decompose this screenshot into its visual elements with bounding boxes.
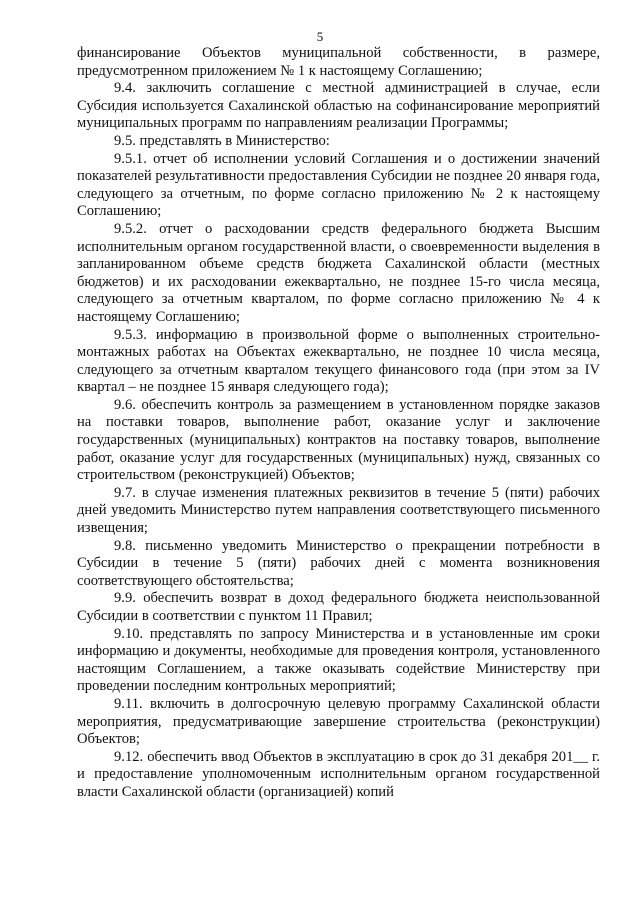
document-body — [77, 45, 600, 802]
clause-9-5-3: 9.5.3. информацию в произвольной форме о выполненных строительно-монтажных работах на Объектах ежеквартально, не позднее 10 числа месяца, следующего за отчетным кварталом текущего финансового года (при этом за IV квартал – не позднее 15 января следующего года); — [77, 326, 600, 396]
clause-9-5-1: 9.5.1. отчет об исполнении условий Соглашения и о достижении значений показателей результативности предоставления Субсидии не позднее 20 января года, следующего за отчетным, по форме согласно приложению № 2 к настоящему Соглашению; — [77, 150, 600, 220]
clause-9-6: 9.6. обеспечить контроль за размещением в установленном порядке заказов на поставки товаров, выполнение работ, оказание услуг и заключение государственных (муниципальных) контрактов на поставку товаров, выполнение работ, оказание услуг для государственных (муниципальных) нужд, связанных со строительством (реконструкцией) Объектов; — [77, 396, 600, 484]
clause-9-12: 9.12. обеспечить ввод Объектов в эксплуатацию в срок до 31 декабря 201__ г. и предоставление уполномоченным исполнительным органом государственной власти Сахалинской области (организацией) копий — [77, 748, 600, 800]
clause-9-8: 9.8. письменно уведомить Министерство о прекращении потребности в Субсидии в течение 5 (пяти) рабочих дней с момента возникновения соответствующего обстоятельства; — [77, 537, 600, 589]
clause-9-5: 9.5. представлять в Министерство: — [114, 132, 330, 149]
page-number: 5 — [316, 29, 324, 44]
paragraph-continuation: финансирование Объектов муниципальной собственности, в размере, предусмотренном приложением № 1 к настоящему Соглашению; — [77, 45, 600, 79]
clause-9-4: 9.4. заключить соглашение с местной администрацией в случае, если Субсидия используется Сахалинской областью на софинансирование мероприятий муниципальных программ по направлениям реализации Программы; — [77, 80, 600, 132]
clause-9-5-2: 9.5.2. отчет о расходовании средств федерального бюджета Высшим исполнительным органом государственной власти, о своевременности выделения в запланированном объеме средств бюджета Сахалинской области (местных бюджетов) и их расходовании ежеквартально, не позднее 15-го числа месяца, следующего за отчетным кварталом, по форме согласно приложению № 4 к настоящему Соглашению; — [77, 220, 600, 325]
clause-9-9: 9.9. обеспечить возврат в доход федерального бюджета неиспользованной Субсидии в соответствии с пунктом 11 Правил; — [77, 590, 600, 624]
clause-9-10: 9.10. представлять по запросу Министерства и в установленные им сроки информацию и документы, необходимые для проведения контроля, установленного настоящим Соглашением, а также оказывать содействие Министерству при проведении последним контрольных мероприятий; — [77, 625, 600, 695]
clause-9-11: 9.11. включить в долгосрочную целевую программу Сахалинской области мероприятия, предусматривающие завершение строительства (реконструкции) Объектов; — [77, 695, 600, 748]
clause-9-7: 9.7. в случае изменения платежных реквизитов в течение 5 (пяти) рабочих дней уведомить Министерство путем направления соответствующего письменного извещения; — [77, 484, 600, 537]
